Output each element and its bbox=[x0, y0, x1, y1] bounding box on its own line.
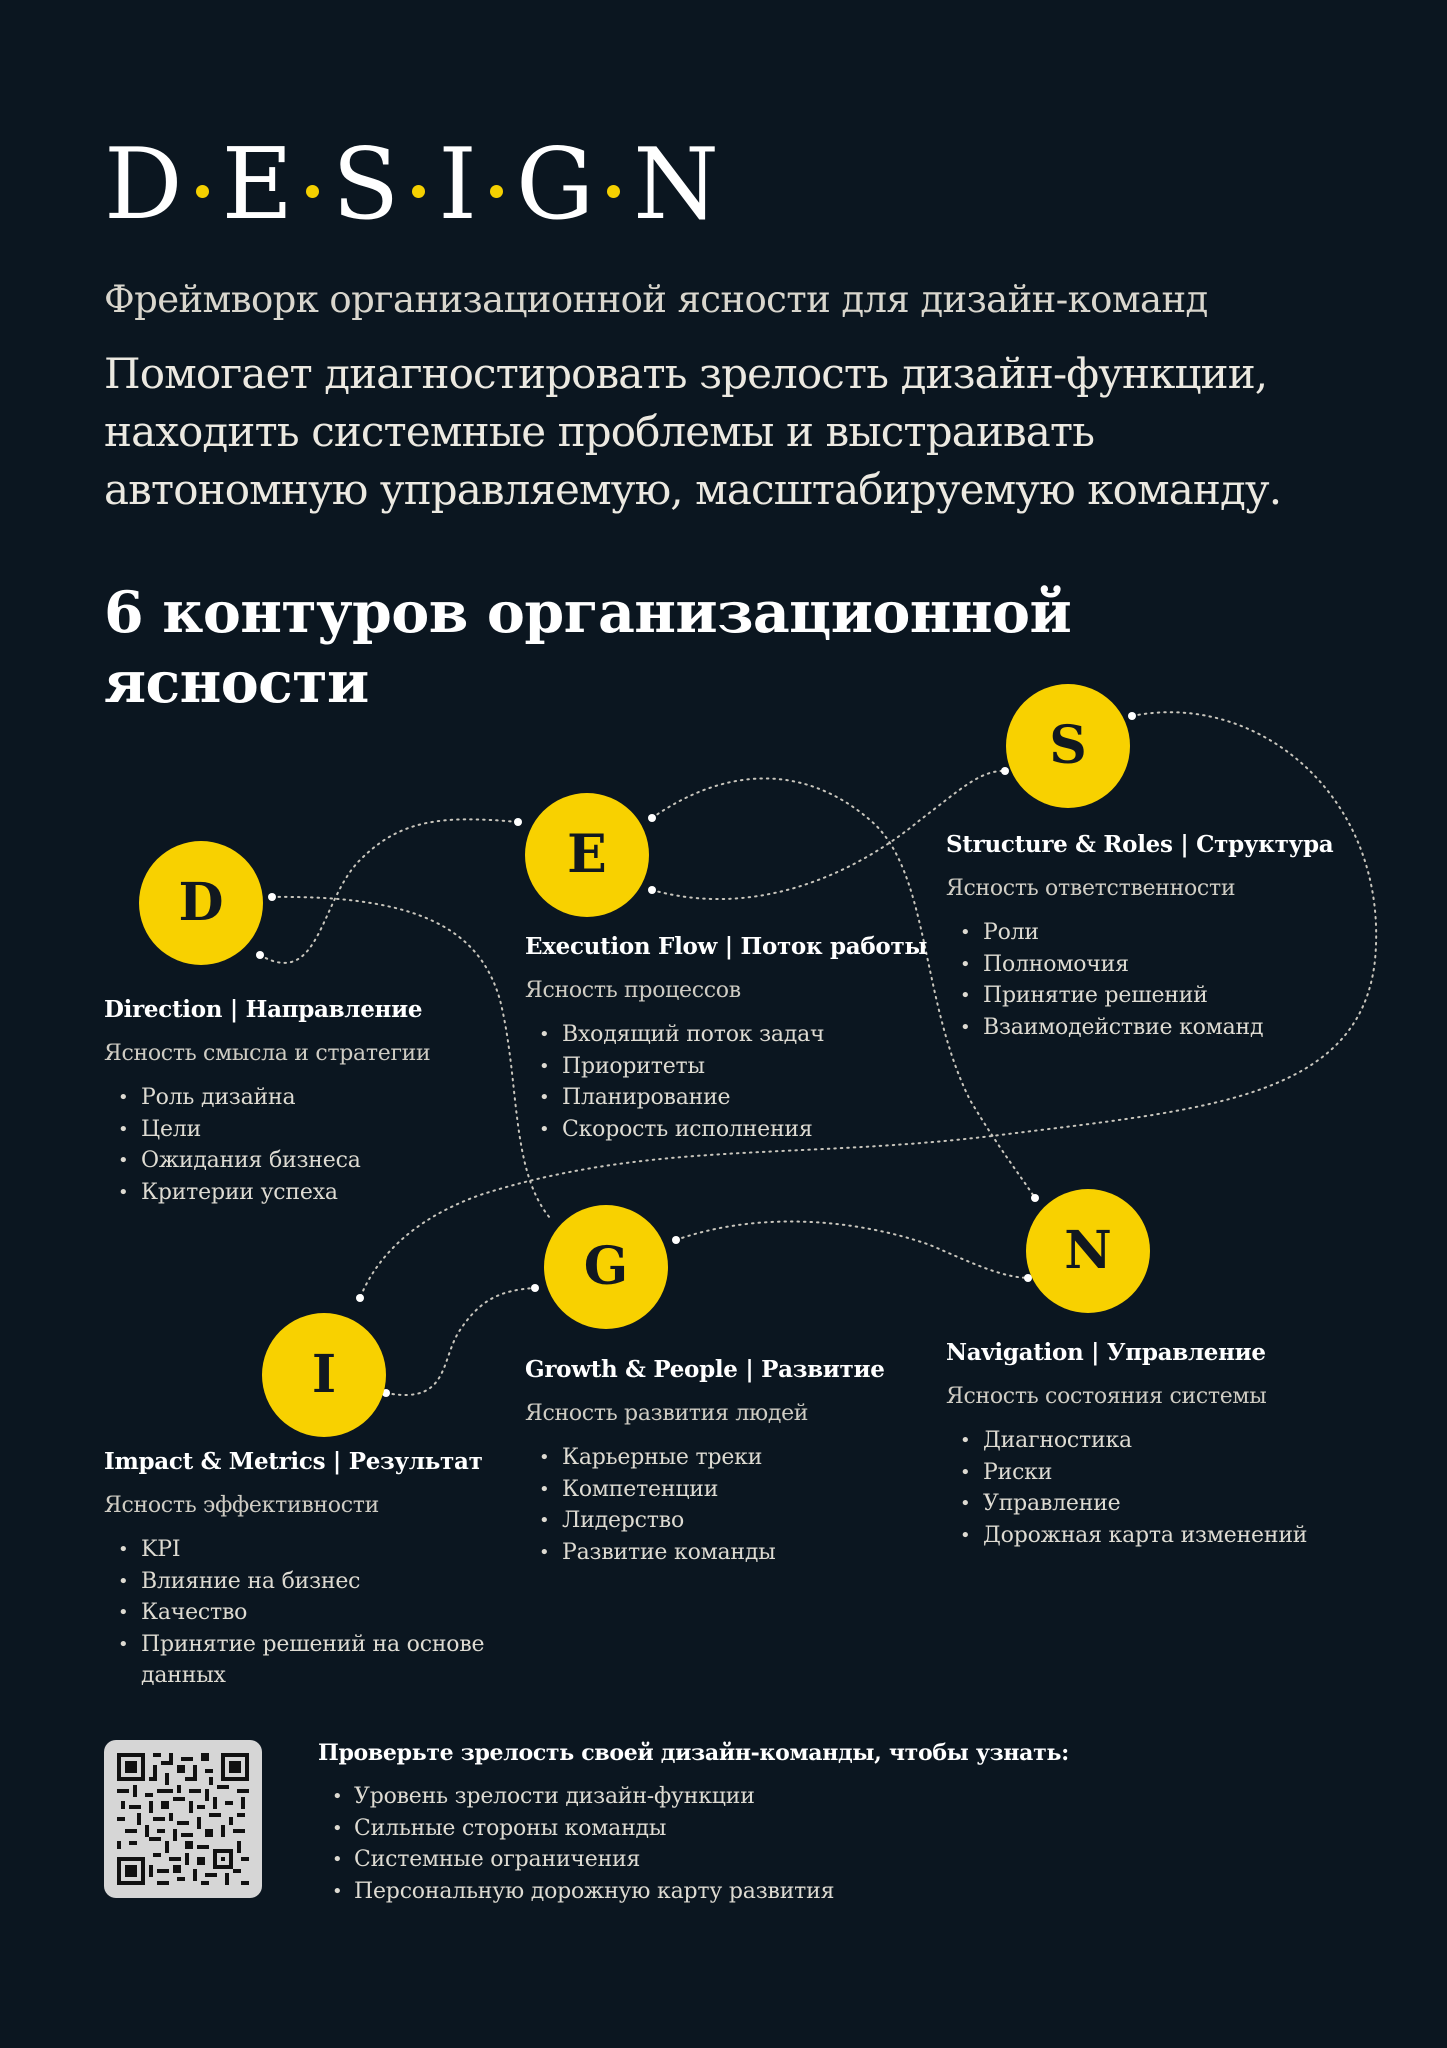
node-letter: G bbox=[583, 1236, 629, 1297]
list-item: • Управление bbox=[946, 1488, 1307, 1520]
connector-endpoint bbox=[356, 1294, 364, 1302]
node-e bbox=[525, 793, 649, 917]
logo-dot bbox=[196, 185, 209, 198]
node-d bbox=[139, 841, 263, 965]
node-letter: S bbox=[1049, 715, 1087, 776]
block-title: Execution Flow | Поток работы bbox=[525, 933, 928, 960]
list-item: • Входящий поток задач bbox=[525, 1019, 927, 1051]
cta-items bbox=[318, 1781, 834, 1907]
intro-text: Помогает диагностировать зрелость дизайн-функции, находить системные проблемы и выстраивать автономную управляемую, масштабируемую команду. bbox=[104, 349, 1282, 514]
list-item: • Карьерные треки bbox=[525, 1442, 885, 1474]
logo-letter: D bbox=[104, 128, 183, 242]
block-list bbox=[946, 1425, 1307, 1551]
cta-title: Проверьте зрелость своей дизайн-команды, чтобы узнать: bbox=[318, 1740, 1069, 1766]
list-item: • Системные ограничения bbox=[318, 1844, 834, 1876]
subtitle: Фреймворк организационной ясности для дизайн-команд bbox=[104, 278, 1208, 321]
block-subtitle: Ясность эффективности bbox=[104, 1493, 379, 1518]
block-execution bbox=[525, 933, 927, 1145]
connector-endpoint bbox=[648, 814, 656, 822]
logo-letter: N bbox=[633, 128, 720, 242]
block-growth bbox=[525, 1356, 885, 1568]
block-subtitle: Ясность состояния системы bbox=[946, 1384, 1267, 1409]
logo-dot bbox=[490, 185, 503, 198]
block-title: Growth & People | Развитие bbox=[525, 1356, 885, 1383]
connector-endpoint bbox=[648, 886, 656, 894]
list-item: • Полномочия bbox=[946, 949, 1333, 981]
list-item: • Риски bbox=[946, 1457, 1307, 1489]
list-item: • Ожидания бизнеса bbox=[104, 1145, 430, 1177]
list-item: • Персональную дорожную карту развития bbox=[318, 1876, 834, 1908]
logo-letter: E bbox=[221, 128, 294, 242]
node-letter: D bbox=[178, 872, 224, 933]
block-list bbox=[525, 1442, 885, 1568]
block-list bbox=[946, 917, 1333, 1043]
list-item: • Скорость исполнения bbox=[525, 1114, 927, 1146]
node-i bbox=[262, 1313, 386, 1437]
node-letter: I bbox=[311, 1344, 337, 1405]
connector-i-g bbox=[386, 1288, 535, 1395]
block-subtitle: Ясность ответственности bbox=[946, 876, 1236, 901]
connector-endpoint bbox=[531, 1284, 539, 1292]
qr-code[interactable] bbox=[104, 1740, 262, 1898]
logo-dot bbox=[412, 185, 425, 198]
qr-code-icon bbox=[117, 1753, 249, 1885]
list-item: • Роль дизайна bbox=[104, 1082, 430, 1114]
connector-endpoint bbox=[256, 951, 264, 959]
logo-letter: I bbox=[438, 128, 477, 242]
connector-endpoint bbox=[1031, 1194, 1039, 1202]
block-impact bbox=[104, 1448, 504, 1692]
block-navigation bbox=[946, 1339, 1307, 1551]
block-direction bbox=[104, 996, 430, 1208]
block-structure bbox=[946, 831, 1333, 1043]
connector-endpoint bbox=[268, 893, 276, 901]
block-title: Impact & Metrics | Результат bbox=[104, 1448, 483, 1475]
connector-endpoint bbox=[1001, 767, 1009, 775]
section-heading: 6 контуров организационной ясности bbox=[104, 579, 1072, 716]
list-item: • Влияние на бизнес bbox=[104, 1566, 504, 1598]
design-logo bbox=[104, 130, 719, 240]
block-subtitle: Ясность процессов bbox=[525, 978, 741, 1003]
connector-endpoint bbox=[514, 818, 522, 826]
node-letter: N bbox=[1064, 1220, 1112, 1281]
connector-d-e bbox=[260, 819, 518, 963]
block-title: Direction | Направление bbox=[104, 996, 423, 1023]
list-item: • Дорожная карта изменений bbox=[946, 1520, 1307, 1552]
list-item: • Принятие решений bbox=[946, 980, 1333, 1012]
block-subtitle: Ясность развития людей bbox=[525, 1401, 809, 1426]
connector-g-n bbox=[676, 1221, 1028, 1278]
list-item: • Принятие решений на основе данных bbox=[104, 1629, 504, 1692]
list-item: • Диагностика bbox=[946, 1425, 1307, 1457]
logo-letter: G bbox=[515, 128, 595, 242]
logo-dot bbox=[607, 185, 620, 198]
list-item: • Приоритеты bbox=[525, 1051, 927, 1083]
cta-list bbox=[318, 1781, 834, 1907]
list-item: • Роли bbox=[946, 917, 1333, 949]
logo-dot bbox=[306, 185, 319, 198]
logo-letter: S bbox=[332, 128, 400, 242]
node-letter: E bbox=[567, 824, 607, 885]
block-list bbox=[104, 1534, 504, 1692]
list-item: • Планирование bbox=[525, 1082, 927, 1114]
list-item: • Сильные стороны команды bbox=[318, 1813, 834, 1845]
list-item: • Компетенции bbox=[525, 1474, 885, 1506]
list-item: • Развитие команды bbox=[525, 1537, 885, 1569]
node-s bbox=[1006, 684, 1130, 808]
block-list bbox=[525, 1019, 927, 1145]
list-item: • KPI bbox=[104, 1534, 504, 1566]
list-item: • Взаимодействие команд bbox=[946, 1012, 1333, 1044]
block-title: Structure & Roles | Структура bbox=[946, 831, 1334, 858]
node-g bbox=[544, 1205, 668, 1329]
block-subtitle: Ясность смысла и стратегии bbox=[104, 1041, 431, 1066]
list-item: • Качество bbox=[104, 1597, 504, 1629]
list-item: • Цели bbox=[104, 1114, 430, 1146]
list-item: • Лидерство bbox=[525, 1505, 885, 1537]
connector-endpoint bbox=[672, 1236, 680, 1244]
block-title: Navigation | Управление bbox=[946, 1339, 1266, 1366]
node-n bbox=[1026, 1189, 1150, 1313]
list-item: • Критерии успеха bbox=[104, 1177, 430, 1209]
block-list bbox=[104, 1082, 430, 1208]
list-item: • Уровень зрелости дизайн-функции bbox=[318, 1781, 834, 1813]
